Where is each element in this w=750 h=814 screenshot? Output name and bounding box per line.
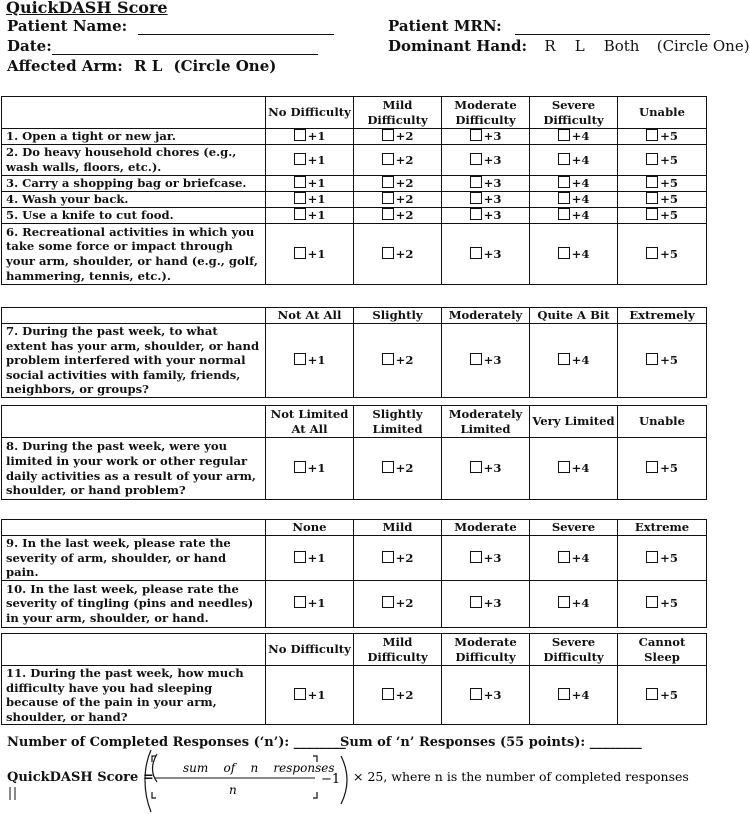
question-row xyxy=(2,176,707,192)
response-option[interactable] xyxy=(618,208,707,224)
checkbox-icon[interactable] xyxy=(382,688,394,700)
response-option[interactable] xyxy=(442,580,530,627)
checkbox-icon[interactable] xyxy=(646,153,658,165)
response-option[interactable] xyxy=(266,536,354,581)
option-points: +2 xyxy=(395,208,414,223)
option-points: +1 xyxy=(307,246,326,261)
option-points: +1 xyxy=(307,192,326,207)
option-points: +1 xyxy=(307,596,326,611)
response-option[interactable] xyxy=(530,176,618,192)
response-option[interactable] xyxy=(530,129,618,145)
checkbox-icon[interactable] xyxy=(382,129,394,141)
question-row xyxy=(2,129,707,145)
checkbox-icon[interactable] xyxy=(558,208,570,220)
checkbox-icon[interactable] xyxy=(558,247,570,259)
column-header: Moderate xyxy=(442,520,530,536)
completed-responses-label: Number of Completed Responses (‘n’): ________ xyxy=(7,735,346,750)
response-option[interactable] xyxy=(354,438,442,500)
checkbox-icon[interactable] xyxy=(294,192,306,204)
checkbox-icon[interactable] xyxy=(558,551,570,563)
date-field[interactable] xyxy=(52,40,318,55)
option-points: +2 xyxy=(395,192,414,207)
checkbox-icon[interactable] xyxy=(646,551,658,563)
option-points: +3 xyxy=(483,192,502,207)
section-2-header-row xyxy=(2,308,707,324)
question-text: 11. During the past week, how much difficulty have you had sleeping because of the pain in your arm, shoulder, or hand? xyxy=(2,666,266,725)
dominant-hand-options[interactable]: R L Both xyxy=(544,37,640,55)
option-points: +1 xyxy=(307,176,326,191)
checkbox-icon[interactable] xyxy=(558,596,570,608)
option-points: +4 xyxy=(571,246,590,261)
sum-responses-label: Sum of ‘n’ Responses (55 points): ________ xyxy=(340,735,642,750)
option-points: +2 xyxy=(395,461,414,476)
checkbox-icon[interactable] xyxy=(382,208,394,220)
option-points: +2 xyxy=(395,687,414,702)
affected-arm-instruction: (Circle One) xyxy=(173,57,277,75)
checkbox-icon[interactable] xyxy=(382,176,394,188)
column-header: Unable xyxy=(618,406,707,438)
option-points: +3 xyxy=(483,129,502,144)
affected-arm-label: Affected Arm: xyxy=(7,57,123,75)
option-points: +4 xyxy=(571,687,590,702)
option-points: +1 xyxy=(307,152,326,167)
checkbox-icon[interactable] xyxy=(646,192,658,204)
response-option[interactable] xyxy=(530,192,618,208)
response-option[interactable] xyxy=(266,580,354,627)
checkbox-icon[interactable] xyxy=(558,461,570,473)
checkbox-icon[interactable] xyxy=(646,176,658,188)
column-header: Slightly Limited xyxy=(354,406,442,438)
response-option[interactable] xyxy=(442,176,530,192)
option-points: +4 xyxy=(571,461,590,476)
option-points: +2 xyxy=(395,246,414,261)
option-points: +4 xyxy=(571,176,590,191)
checkbox-icon[interactable] xyxy=(558,129,570,141)
option-points: +1 xyxy=(307,353,326,368)
formula-denominator: n xyxy=(229,783,237,797)
option-points: +5 xyxy=(660,192,678,207)
formula-multiplier: × 25, where n is the number of completed responses xyxy=(353,769,689,784)
bracket-mark-icon xyxy=(8,786,22,802)
option-points: +5 xyxy=(660,353,678,368)
column-header: Extreme xyxy=(618,520,707,536)
response-option[interactable] xyxy=(266,438,354,500)
option-points: +4 xyxy=(571,353,590,368)
open-paren-icon xyxy=(145,750,151,812)
column-header: Mild xyxy=(354,520,442,536)
column-header: Very Limited xyxy=(530,406,618,438)
dominant-hand-instruction: (Circle One) xyxy=(656,37,750,55)
checkbox-icon[interactable] xyxy=(558,192,570,204)
question-row xyxy=(2,438,707,500)
option-points: +2 xyxy=(395,353,414,368)
header-blank-cell xyxy=(2,308,266,324)
question-row xyxy=(2,145,707,176)
checkbox-icon[interactable] xyxy=(382,153,394,165)
response-option[interactable] xyxy=(530,580,618,627)
option-points: +3 xyxy=(483,152,502,167)
section-4-header-row xyxy=(2,520,707,536)
patient-mrn-row xyxy=(388,17,710,35)
response-option[interactable] xyxy=(266,129,354,145)
checkbox-icon[interactable] xyxy=(646,208,658,220)
column-header: Slightly xyxy=(354,308,442,324)
option-points: +3 xyxy=(483,550,502,565)
response-option[interactable] xyxy=(266,192,354,208)
formula-minus-one: −1 xyxy=(321,772,341,787)
patient-name-field[interactable] xyxy=(138,20,334,35)
option-points: +2 xyxy=(395,129,414,144)
checkbox-icon[interactable] xyxy=(558,688,570,700)
checkbox-icon[interactable] xyxy=(470,551,482,563)
option-points: +3 xyxy=(483,208,502,223)
checkbox-icon[interactable] xyxy=(470,208,482,220)
checkbox-icon[interactable] xyxy=(646,688,658,700)
checkbox-icon[interactable] xyxy=(382,461,394,473)
column-header: Severe xyxy=(530,520,618,536)
option-points: +3 xyxy=(483,176,502,191)
section-5-table xyxy=(1,633,707,725)
checkbox-icon[interactable] xyxy=(470,688,482,700)
question-text: 3. Carry a shopping bag or briefcase. xyxy=(2,176,266,192)
response-option[interactable] xyxy=(442,324,530,398)
option-points: +5 xyxy=(660,461,678,476)
column-header: No Difficulty xyxy=(266,634,354,666)
column-header: Moderate Difficulty xyxy=(442,634,530,666)
checkbox-icon[interactable] xyxy=(382,596,394,608)
response-option[interactable] xyxy=(266,208,354,224)
response-option[interactable] xyxy=(530,324,618,398)
checkbox-icon[interactable] xyxy=(470,247,482,259)
response-option[interactable] xyxy=(354,324,442,398)
question-text: 6. Recreational activities in which you take some force or impact through your arm, shoulder, or hand (e.g., golf, hammering, tennis, etc.). xyxy=(2,224,266,285)
checkbox-icon[interactable] xyxy=(294,596,306,608)
section-3-header-row xyxy=(2,406,707,438)
response-option[interactable] xyxy=(266,145,354,176)
option-points: +1 xyxy=(307,208,326,223)
response-option[interactable] xyxy=(442,438,530,500)
option-points: +1 xyxy=(307,687,326,702)
column-header: Cannot Sleep xyxy=(618,634,707,666)
response-option[interactable] xyxy=(618,176,707,192)
column-header: Extremely xyxy=(618,308,707,324)
checkbox-icon[interactable] xyxy=(382,192,394,204)
option-points: +1 xyxy=(307,461,326,476)
response-option[interactable] xyxy=(354,129,442,145)
response-option[interactable] xyxy=(266,324,354,398)
response-option[interactable] xyxy=(618,224,707,285)
response-option[interactable] xyxy=(530,145,618,176)
response-option[interactable] xyxy=(530,666,618,725)
column-header: Severe Difficulty xyxy=(530,634,618,666)
response-option[interactable] xyxy=(442,208,530,224)
header-blank-cell xyxy=(2,97,266,129)
checkbox-icon[interactable] xyxy=(646,596,658,608)
option-points: +5 xyxy=(660,208,678,223)
affected-arm-options[interactable]: R L xyxy=(134,57,163,75)
section-4-table xyxy=(1,519,707,628)
date-row xyxy=(7,37,318,55)
response-option[interactable] xyxy=(354,580,442,627)
column-header: No Difficulty xyxy=(266,97,354,129)
option-points: +4 xyxy=(571,208,590,223)
option-points: +2 xyxy=(395,176,414,191)
question-text: 5. Use a knife to cut food. xyxy=(2,208,266,224)
checkbox-icon[interactable] xyxy=(470,176,482,188)
response-option[interactable] xyxy=(354,145,442,176)
column-header: Moderate Difficulty xyxy=(442,97,530,129)
response-option[interactable] xyxy=(530,438,618,500)
question-row xyxy=(2,536,707,581)
header-blank-cell xyxy=(2,520,266,536)
section-1-table xyxy=(1,96,707,285)
column-header: Unable xyxy=(618,97,707,129)
checkbox-icon[interactable] xyxy=(470,129,482,141)
question-text: 9. In the last week, please rate the severity of arm, shoulder, or hand pain. xyxy=(2,536,266,581)
response-option[interactable] xyxy=(530,224,618,285)
response-option[interactable] xyxy=(618,192,707,208)
column-header: Quite A Bit xyxy=(530,308,618,324)
question-text: 7. During the past week, to what extent has your arm, shoulder, or hand problem interfered with your normal social activities with family, friends, neighbors, or groups? xyxy=(2,324,266,398)
option-points: +4 xyxy=(571,192,590,207)
option-points: +5 xyxy=(660,152,678,167)
response-option[interactable] xyxy=(354,536,442,581)
response-option[interactable] xyxy=(354,666,442,725)
option-points: +5 xyxy=(660,550,678,565)
patient-mrn-label: Patient MRN: xyxy=(388,17,502,35)
column-header: Not Limited At All xyxy=(266,406,354,438)
option-points: +1 xyxy=(307,550,326,565)
column-header: Severe Difficulty xyxy=(530,97,618,129)
checkbox-icon[interactable] xyxy=(470,461,482,473)
option-points: +3 xyxy=(483,596,502,611)
checkbox-icon[interactable] xyxy=(558,153,570,165)
checkbox-icon[interactable] xyxy=(294,247,306,259)
option-points: +4 xyxy=(571,152,590,167)
checkbox-icon[interactable] xyxy=(294,176,306,188)
response-option[interactable] xyxy=(442,666,530,725)
dominant-hand-label: Dominant Hand: xyxy=(388,37,528,55)
question-row xyxy=(2,666,707,725)
column-header: Mild Difficulty xyxy=(354,634,442,666)
score-formula-label: QuickDASH Score = xyxy=(7,770,154,785)
checkbox-icon[interactable] xyxy=(294,153,306,165)
option-points: +3 xyxy=(483,687,502,702)
option-points: +5 xyxy=(660,246,678,261)
checkbox-icon[interactable] xyxy=(294,551,306,563)
checkbox-icon[interactable] xyxy=(470,153,482,165)
question-text: 4. Wash your back. xyxy=(2,192,266,208)
response-option[interactable] xyxy=(618,129,707,145)
option-points: +2 xyxy=(395,152,414,167)
option-points: +4 xyxy=(571,596,590,611)
option-points: +5 xyxy=(660,129,678,144)
option-points: +5 xyxy=(660,596,678,611)
response-option[interactable] xyxy=(618,536,707,581)
response-option[interactable] xyxy=(618,438,707,500)
checkbox-icon[interactable] xyxy=(294,353,306,365)
close-paren-icon xyxy=(341,756,347,804)
checkbox-icon[interactable] xyxy=(646,247,658,259)
dominant-hand-row xyxy=(388,37,750,55)
patient-name-label: Patient Name: xyxy=(7,17,128,35)
option-points: +2 xyxy=(395,596,414,611)
response-option[interactable] xyxy=(530,208,618,224)
option-points: +3 xyxy=(483,353,502,368)
section-1-header-row xyxy=(2,97,707,129)
response-option[interactable] xyxy=(354,208,442,224)
column-header: None xyxy=(266,520,354,536)
question-row xyxy=(2,324,707,398)
question-row xyxy=(2,192,707,208)
patient-mrn-field[interactable] xyxy=(515,20,710,35)
response-option[interactable] xyxy=(354,192,442,208)
checkbox-icon[interactable] xyxy=(294,129,306,141)
column-header: Moderately Limited xyxy=(442,406,530,438)
option-points: +4 xyxy=(571,550,590,565)
header-blank-cell xyxy=(2,406,266,438)
option-points: +2 xyxy=(395,550,414,565)
question-text: 10. In the last week, please rate the severity of tingling (pins and needles) in your arm, shoulder, or hand. xyxy=(2,580,266,627)
formula-numerator: sum of n responses xyxy=(183,761,335,775)
column-header: Not At All xyxy=(266,308,354,324)
response-option[interactable] xyxy=(266,224,354,285)
response-option[interactable] xyxy=(618,324,707,398)
checkbox-icon[interactable] xyxy=(646,353,658,365)
checkbox-icon[interactable] xyxy=(646,129,658,141)
checkbox-icon[interactable] xyxy=(294,688,306,700)
section-3-table xyxy=(1,405,707,500)
question-text: 2. Do heavy household chores (e.g., wash walls, floors, etc.). xyxy=(2,145,266,176)
response-option[interactable] xyxy=(530,536,618,581)
checkbox-icon[interactable] xyxy=(382,247,394,259)
response-option[interactable] xyxy=(442,536,530,581)
checkbox-icon[interactable] xyxy=(470,192,482,204)
column-header: Moderately xyxy=(442,308,530,324)
section-2-table xyxy=(1,307,707,398)
response-option[interactable] xyxy=(442,224,530,285)
option-points: +3 xyxy=(483,461,502,476)
response-option[interactable] xyxy=(354,176,442,192)
option-points: +5 xyxy=(660,176,678,191)
question-row xyxy=(2,208,707,224)
option-points: +4 xyxy=(571,129,590,144)
response-option[interactable] xyxy=(442,192,530,208)
option-points: +3 xyxy=(483,246,502,261)
checkbox-icon[interactable] xyxy=(646,461,658,473)
response-option[interactable] xyxy=(266,666,354,725)
response-option[interactable] xyxy=(618,145,707,176)
response-option[interactable] xyxy=(618,666,707,725)
response-option[interactable] xyxy=(442,129,530,145)
question-text: 1. Open a tight or new jar. xyxy=(2,129,266,145)
document-title: QuickDASH Score xyxy=(6,0,168,17)
checkbox-icon[interactable] xyxy=(294,208,306,220)
checkbox-icon[interactable] xyxy=(470,596,482,608)
header-blank-cell xyxy=(2,634,266,666)
patient-name-row xyxy=(7,17,334,35)
affected-arm-row xyxy=(7,57,276,75)
question-row xyxy=(2,224,707,285)
question-row xyxy=(2,580,707,627)
score-formula xyxy=(135,748,709,814)
response-option[interactable] xyxy=(354,224,442,285)
date-label: Date: xyxy=(7,37,52,55)
question-text: 8. During the past week, were you limited in your work or other regular daily activities as a result of your arm, shoulder, or hand problem? xyxy=(2,438,266,500)
response-option[interactable] xyxy=(618,580,707,627)
response-option[interactable] xyxy=(266,176,354,192)
column-header: Mild Difficulty xyxy=(354,97,442,129)
response-option[interactable] xyxy=(442,145,530,176)
checkbox-icon[interactable] xyxy=(382,551,394,563)
checkbox-icon[interactable] xyxy=(558,353,570,365)
checkbox-icon[interactable] xyxy=(558,176,570,188)
section-5-header-row xyxy=(2,634,707,666)
option-points: +1 xyxy=(307,129,326,144)
checkbox-icon[interactable] xyxy=(382,353,394,365)
checkbox-icon[interactable] xyxy=(294,461,306,473)
option-points: +5 xyxy=(660,687,678,702)
checkbox-icon[interactable] xyxy=(470,353,482,365)
